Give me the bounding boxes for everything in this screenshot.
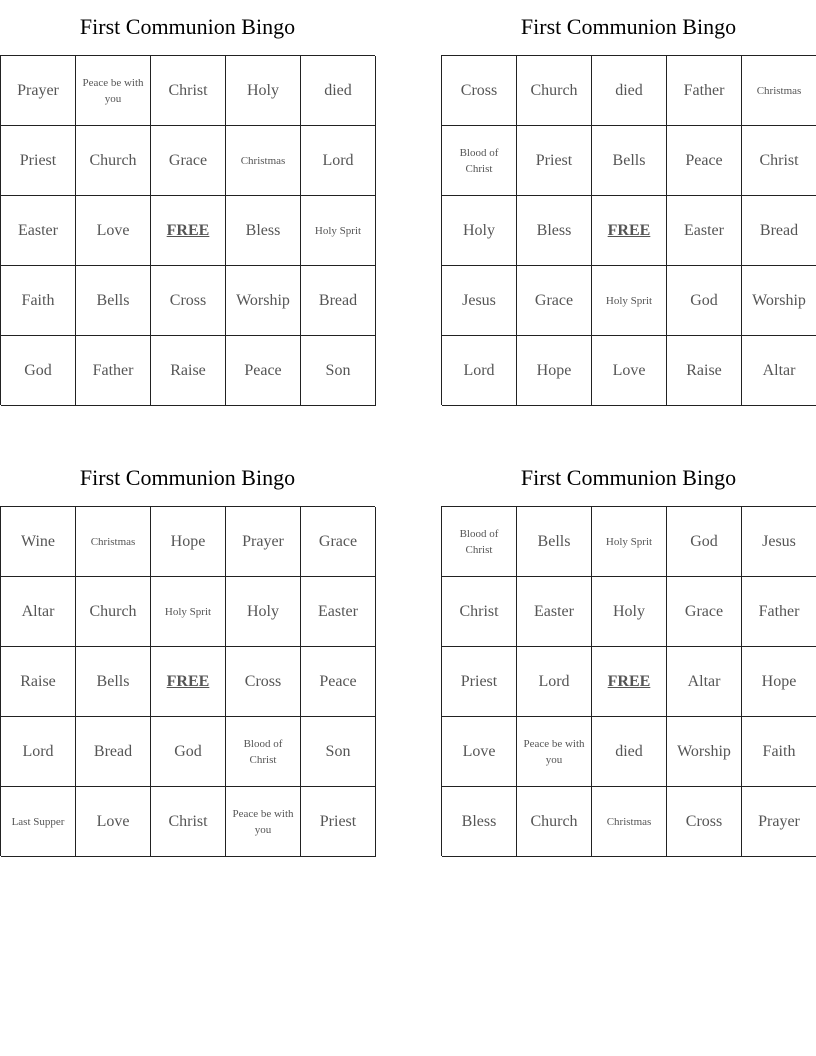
bingo-cell: Peace be with you <box>76 56 151 126</box>
bingo-cell: Christ <box>742 126 816 196</box>
free-space-cell: FREE <box>151 647 226 717</box>
bingo-cell: Cross <box>667 787 742 857</box>
bingo-cell: Blood of Christ <box>442 507 517 577</box>
bingo-cell: Hope <box>151 507 226 577</box>
bingo-cell: Christmas <box>76 507 151 577</box>
bingo-cell: Christ <box>151 56 226 126</box>
bingo-cell: God <box>151 717 226 787</box>
bingo-cell: Altar <box>667 647 742 717</box>
bingo-cell: Hope <box>742 647 816 717</box>
bingo-cell: died <box>592 56 667 126</box>
bingo-cell: Hope <box>517 336 592 406</box>
bingo-cell: Church <box>76 577 151 647</box>
bingo-cell: Love <box>76 787 151 857</box>
bingo-cell: Peace be with you <box>226 787 301 857</box>
bingo-cell: Lord <box>442 336 517 406</box>
bingo-cell: Easter <box>301 577 376 647</box>
bingo-cell: Bells <box>517 507 592 577</box>
bingo-cell: Easter <box>1 196 76 266</box>
bingo-cell: Priest <box>517 126 592 196</box>
bingo-cell: Father <box>667 56 742 126</box>
bingo-cell: Last Supper <box>1 787 76 857</box>
bingo-cell: Christmas <box>592 787 667 857</box>
bingo-grid <box>0 55 375 405</box>
bingo-cell: Peace be with you <box>517 717 592 787</box>
bingo-cell: Lord <box>517 647 592 717</box>
card-title: First Communion Bingo <box>79 14 296 39</box>
bingo-cell: Lord <box>301 126 376 196</box>
bingo-cell: Bells <box>592 126 667 196</box>
bingo-cell: Worship <box>742 266 816 336</box>
bingo-cell: Bells <box>76 266 151 336</box>
bingo-cell: Love <box>442 717 517 787</box>
bingo-cell: Lord <box>1 717 76 787</box>
free-space-cell: FREE <box>592 647 667 717</box>
bingo-cell: Holy <box>442 196 517 266</box>
bingo-cell: Worship <box>667 717 742 787</box>
bingo-cell: Peace <box>301 647 376 717</box>
bingo-cell: Bread <box>76 717 151 787</box>
bingo-cell: Raise <box>667 336 742 406</box>
card-title: First Communion Bingo <box>520 14 737 39</box>
bingo-cell: Raise <box>151 336 226 406</box>
bingo-cell: Grace <box>151 126 226 196</box>
bingo-cell: Father <box>742 577 816 647</box>
free-space-cell: FREE <box>151 196 226 266</box>
bingo-cell: Bless <box>442 787 517 857</box>
bingo-cell: Holy <box>226 577 301 647</box>
bingo-cell: Raise <box>1 647 76 717</box>
bingo-cell: Christmas <box>742 56 816 126</box>
bingo-cell: Church <box>517 787 592 857</box>
bingo-cell: Love <box>76 196 151 266</box>
bingo-cell: Bread <box>742 196 816 266</box>
bingo-cell: Christmas <box>226 126 301 196</box>
bingo-cell: Easter <box>517 577 592 647</box>
bingo-cell: died <box>301 56 376 126</box>
bingo-cell: Holy Sprit <box>592 266 667 336</box>
bingo-cell: God <box>1 336 76 406</box>
bingo-cell: Grace <box>301 507 376 577</box>
bingo-cell: Cross <box>226 647 301 717</box>
bingo-cell: Prayer <box>1 56 76 126</box>
bingo-cell: Jesus <box>442 266 517 336</box>
bingo-grid <box>441 55 816 405</box>
bingo-cell: Faith <box>742 717 816 787</box>
bingo-cell: Cross <box>442 56 517 126</box>
bingo-cell: Priest <box>442 647 517 717</box>
bingo-cell: died <box>592 717 667 787</box>
bingo-cell: Bells <box>76 647 151 717</box>
bingo-cell: Holy Sprit <box>151 577 226 647</box>
bingo-cell: God <box>667 266 742 336</box>
bingo-cell: Altar <box>742 336 816 406</box>
bingo-cell: Church <box>76 126 151 196</box>
bingo-cell: Son <box>301 717 376 787</box>
bingo-cell: Love <box>592 336 667 406</box>
bingo-cell: Holy <box>592 577 667 647</box>
bingo-card-3 <box>0 451 375 856</box>
bingo-cell: Faith <box>1 266 76 336</box>
bingo-cell: Holy Sprit <box>301 196 376 266</box>
bingo-grid <box>0 506 375 856</box>
bingo-cell: God <box>667 507 742 577</box>
bingo-cell: Church <box>517 56 592 126</box>
bingo-cell: Easter <box>667 196 742 266</box>
bingo-cell: Son <box>301 336 376 406</box>
bingo-cell: Grace <box>667 577 742 647</box>
bingo-card-4 <box>441 451 816 856</box>
bingo-cell: Christ <box>151 787 226 857</box>
card-title: First Communion Bingo <box>520 465 737 490</box>
bingo-cell: Jesus <box>742 507 816 577</box>
free-space-cell: FREE <box>592 196 667 266</box>
bingo-cell: Holy <box>226 56 301 126</box>
bingo-cell: Father <box>76 336 151 406</box>
bingo-card-1 <box>0 0 375 405</box>
bingo-cell: Worship <box>226 266 301 336</box>
bingo-cell: Cross <box>151 266 226 336</box>
bingo-cell: Bread <box>301 266 376 336</box>
bingo-cell: Bless <box>226 196 301 266</box>
bingo-cell: Prayer <box>742 787 816 857</box>
bingo-cell: Priest <box>301 787 376 857</box>
bingo-grid <box>441 506 816 856</box>
bingo-cell: Altar <box>1 577 76 647</box>
bingo-cell: Grace <box>517 266 592 336</box>
bingo-cell: Blood of Christ <box>226 717 301 787</box>
bingo-cell: Prayer <box>226 507 301 577</box>
bingo-cell: Holy Sprit <box>592 507 667 577</box>
bingo-cell: Peace <box>667 126 742 196</box>
bingo-cell: Christ <box>442 577 517 647</box>
bingo-cell: Bless <box>517 196 592 266</box>
card-title: First Communion Bingo <box>79 465 296 490</box>
bingo-cell: Blood of Christ <box>442 126 517 196</box>
bingo-card-2 <box>441 0 816 405</box>
bingo-cell: Wine <box>1 507 76 577</box>
bingo-cell: Priest <box>1 126 76 196</box>
bingo-cell: Peace <box>226 336 301 406</box>
